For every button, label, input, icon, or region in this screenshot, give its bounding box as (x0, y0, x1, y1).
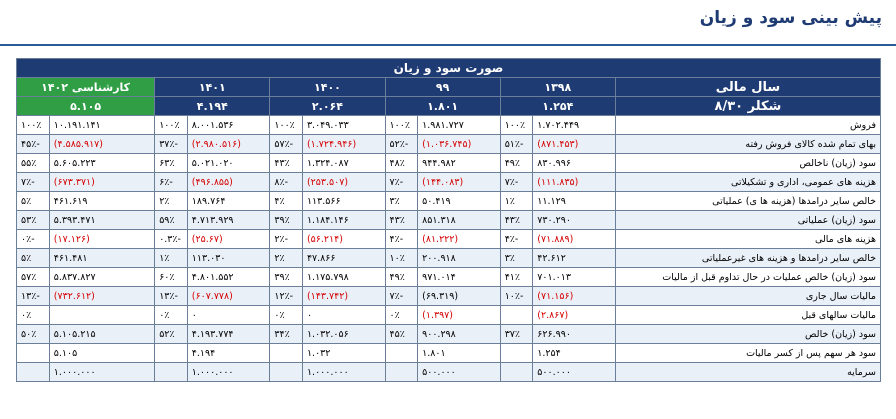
value-cell: ۴۶۱.۶۱۹ (49, 192, 154, 211)
percent-cell (155, 363, 188, 382)
percent-cell (500, 306, 533, 325)
value-cell (49, 306, 154, 325)
value-cell: ۱۱۳.۰۳۰ (187, 249, 270, 268)
table-row (17, 230, 881, 249)
row-label: سرمایه (615, 363, 880, 382)
eps-header: ۴.۱۹۴ (155, 97, 270, 116)
row-label: هزینه های عمومی، اداری و تشکیلاتی (615, 173, 880, 192)
percent-cell: -۴٪ (500, 230, 533, 249)
percent-cell (500, 363, 533, 382)
percent-cell (500, 344, 533, 363)
percent-cell: ۵۹٪ (155, 211, 188, 230)
value-cell: ۷۳۰.۲۹۰ (533, 211, 616, 230)
table-row (17, 211, 881, 230)
title-divider (0, 44, 896, 46)
percent-cell (270, 363, 303, 382)
income-statement-table (16, 58, 881, 382)
value-cell: ۱۱۳.۵۶۶ (302, 192, 385, 211)
value-cell: (۸۱.۲۲۲) (418, 230, 501, 249)
value-cell: (۱.۷۲۴.۹۴۶) (302, 135, 385, 154)
value-cell: ۴۲.۶۱۲ (533, 249, 616, 268)
year-header: ۱۴۰۰ (270, 78, 385, 97)
row-label: بهای تمام شده کالای فروش رفته (615, 135, 880, 154)
percent-cell: -۱۲٪ (270, 287, 303, 306)
value-cell: ۱.۰۳۲ (302, 344, 385, 363)
percent-cell: ۳۷٪ (500, 325, 533, 344)
value-cell: ۳.۰۴۹.۰۳۳ (302, 116, 385, 135)
percent-cell: -۶٪ (155, 173, 188, 192)
value-cell: ۲۰۰.۹۱۸ (418, 249, 501, 268)
percent-cell: ۱۰۰٪ (155, 116, 188, 135)
percent-cell: ۵۷٪ (17, 268, 50, 287)
value-cell: (۲.۹۸۰.۵۱۶) (187, 135, 270, 154)
table-row (17, 268, 881, 287)
row-label: خالص سایر درامدها (هزینه ها ی) عملیاتی (615, 192, 880, 211)
value-cell: (۶۷۳.۳۷۱) (49, 173, 154, 192)
eps-header: ۱.۲۵۴ (500, 97, 615, 116)
value-cell: ۱.۰۰۰.۰۰۰ (187, 363, 270, 382)
value-cell: ۷۰۱.۰۱۳ (533, 268, 616, 287)
percent-cell: ۴۳٪ (385, 211, 418, 230)
value-cell: ۵.۰۲۱.۰۲۰ (187, 154, 270, 173)
percent-cell: ۴۸٪ (385, 154, 418, 173)
row-label: سود (زیان) خالص عملیات در حال تداوم قبل از مالیات (615, 268, 880, 287)
percent-cell: ۱٪ (500, 192, 533, 211)
eps-header-forecast: ۵.۱۰۵ (17, 97, 155, 116)
percent-cell: ۱۰۰٪ (500, 116, 533, 135)
row-label: فروش (615, 116, 880, 135)
percent-cell: ۳۹٪ (270, 211, 303, 230)
percent-cell: -۲٪ (270, 230, 303, 249)
value-cell: ۹۷۱.۰۱۴ (418, 268, 501, 287)
value-cell: (۱۴۴.۰۸۳) (418, 173, 501, 192)
table-row (17, 116, 881, 135)
value-cell: ۹۴۴.۹۸۲ (418, 154, 501, 173)
percent-cell: ۵٪ (17, 192, 50, 211)
percent-cell: ۵۲٪ (155, 325, 188, 344)
value-cell: ۴.۱۹۳.۷۷۴ (187, 325, 270, 344)
percent-cell: ۰٪ (270, 306, 303, 325)
value-cell: (۲۵.۶۷) (187, 230, 270, 249)
page-title: پیش بینی سود و زیان (699, 8, 882, 28)
table-row (17, 249, 881, 268)
value-cell: (۶۰۷.۷۷۸) (187, 287, 270, 306)
percent-cell: ۲٪ (270, 249, 303, 268)
table-row (17, 363, 881, 382)
percent-cell: ۴۵٪ (385, 325, 418, 344)
percent-cell: ۲٪ (155, 192, 188, 211)
percent-cell: ۵٪ (17, 249, 50, 268)
value-cell: ۱.۳۲۴.۰۸۷ (302, 154, 385, 173)
percent-cell: ۰٪ (155, 306, 188, 325)
value-cell: ۵۰۰.۰۰۰ (418, 363, 501, 382)
percent-cell: ۱۰۰٪ (385, 116, 418, 135)
value-cell: ۰ (187, 306, 270, 325)
value-cell: (۱۴۳.۷۴۲) (302, 287, 385, 306)
table-row (17, 287, 881, 306)
value-cell: ۶۲۶.۹۹۰ (533, 325, 616, 344)
percent-cell (385, 344, 418, 363)
percent-cell: ۴۹٪ (385, 268, 418, 287)
percent-cell: ۱۰۰٪ (270, 116, 303, 135)
percent-cell (270, 344, 303, 363)
percent-cell: ۰٪ (385, 306, 418, 325)
value-cell: ۴.۱۹۴ (187, 344, 270, 363)
value-cell: ۵۰۰.۰۰۰ (533, 363, 616, 382)
percent-cell: ۵۵٪ (17, 154, 50, 173)
percent-cell: ۴۳٪ (270, 154, 303, 173)
row-label: سود (زیان) ناخالص (615, 154, 880, 173)
table-row (17, 154, 881, 173)
value-cell: ۰ (302, 306, 385, 325)
table-banner-row (17, 59, 881, 78)
table-row (17, 306, 881, 325)
percent-cell: -۱۳٪ (155, 287, 188, 306)
percent-cell: ۴۳٪ (500, 211, 533, 230)
value-cell: ۸.۰۰۱.۵۳۶ (187, 116, 270, 135)
value-cell: ۹۰۰.۲۹۸ (418, 325, 501, 344)
value-cell: ۱.۹۸۱.۷۲۷ (418, 116, 501, 135)
table-row (17, 173, 881, 192)
value-cell: ۵.۸۳۷.۸۲۷ (49, 268, 154, 287)
percent-cell: ۰٪ (17, 306, 50, 325)
percent-cell: -۷٪ (500, 173, 533, 192)
percent-cell: -۳۷٪ (155, 135, 188, 154)
percent-cell: ۳۴٪ (270, 325, 303, 344)
value-cell: ۵.۱۰۵.۲۱۵ (49, 325, 154, 344)
value-cell: (۴۹۶.۸۵۵) (187, 173, 270, 192)
value-cell: ۱.۱۸۴.۱۴۶ (302, 211, 385, 230)
value-cell: (۱.۰۳۶.۷۴۵) (418, 135, 501, 154)
value-cell: ۵.۳۹۳.۴۷۱ (49, 211, 154, 230)
year-header: ۱۳۹۸ (500, 78, 615, 97)
value-cell: ۴.۸۰۱.۵۵۲ (187, 268, 270, 287)
year-header-forecast: کارشناسی ۱۴۰۲ (17, 78, 155, 97)
row-label: مالیات سال جاری (615, 287, 880, 306)
row-label: سود هر سهم پس از کسر مالیات (615, 344, 880, 363)
value-cell: (۱.۳۹۷) (418, 306, 501, 325)
percent-cell: -۴٪ (385, 230, 418, 249)
percent-cell: -۱۰٪ (500, 287, 533, 306)
percent-cell: -۵۷٪ (270, 135, 303, 154)
value-cell: (۱۷.۱۲۶) (49, 230, 154, 249)
year-header: ۹۹ (385, 78, 500, 97)
value-cell: ۱۰.۱۹۱.۱۴۱ (49, 116, 154, 135)
row-label: مالیات سالهای قبل (615, 306, 880, 325)
percent-cell: -۰٪ (17, 230, 50, 249)
percent-cell: ۱٪ (155, 249, 188, 268)
percent-cell: -۵۲٪ (385, 135, 418, 154)
percent-cell: -۷٪ (17, 173, 50, 192)
value-cell: ۴.۷۱۳.۹۲۹ (187, 211, 270, 230)
value-cell: ۸۳۰.۹۹۶ (533, 154, 616, 173)
row-label: خالص سایر درامدها و هزینه های غیرعملیاتی (615, 249, 880, 268)
percent-cell: ۵۳٪ (17, 211, 50, 230)
value-cell: (۴.۵۸۵.۹۱۷) (49, 135, 154, 154)
percent-cell: ۱۰۰٪ (17, 116, 50, 135)
value-cell: ۱.۷۰۲.۴۴۹ (533, 116, 616, 135)
company-label: شکلر ۸/۳۰ (615, 97, 880, 116)
value-cell: (۷۱.۱۵۶) (533, 287, 616, 306)
value-cell: ۸۵۱.۳۱۸ (418, 211, 501, 230)
table-row (17, 344, 881, 363)
value-cell: ۱.۲۵۴ (533, 344, 616, 363)
percent-cell: -۵۱٪ (500, 135, 533, 154)
percent-cell: -۰.۳٪ (155, 230, 188, 249)
value-cell: ۱.۸۰۱ (418, 344, 501, 363)
percent-cell (17, 344, 50, 363)
value-cell: ۴۷.۸۶۶ (302, 249, 385, 268)
value-cell: ۱۸۹.۷۶۴ (187, 192, 270, 211)
fiscal-year-label: سال مالی (615, 78, 880, 97)
table-row (17, 135, 881, 154)
percent-cell: -۱۳٪ (17, 287, 50, 306)
table-row (17, 192, 881, 211)
value-cell: ۱۱.۱۲۹ (533, 192, 616, 211)
row-label: سود (زیان) خالص (615, 325, 880, 344)
percent-cell (17, 363, 50, 382)
header-eps-row (17, 97, 881, 116)
percent-cell: ۳٪ (500, 249, 533, 268)
row-label: هزینه های مالی (615, 230, 880, 249)
value-cell: (۲.۸۶۷) (533, 306, 616, 325)
percent-cell: -۷٪ (385, 173, 418, 192)
value-cell: ۱.۱۷۵.۷۹۸ (302, 268, 385, 287)
percent-cell: -۴۵٪ (17, 135, 50, 154)
value-cell: ۵.۱۰۵ (49, 344, 154, 363)
value-cell: ۱.۰۳۲.۰۵۶ (302, 325, 385, 344)
percent-cell: ۴٪ (270, 192, 303, 211)
eps-header: ۱.۸۰۱ (385, 97, 500, 116)
header-year-row (17, 78, 881, 97)
percent-cell: ۱۰٪ (385, 249, 418, 268)
percent-cell: ۳٪ (385, 192, 418, 211)
value-cell: (۷۳۲.۶۱۲) (49, 287, 154, 306)
percent-cell: ۳۹٪ (270, 268, 303, 287)
value-cell: (۶۹.۳۱۹) (418, 287, 501, 306)
value-cell: ۴۶۱.۴۸۱ (49, 249, 154, 268)
percent-cell: ۴۱٪ (500, 268, 533, 287)
value-cell: (۲۵۳.۵۰۷) (302, 173, 385, 192)
value-cell: (۸۷۱.۴۵۳) (533, 135, 616, 154)
percent-cell: -۷٪ (385, 287, 418, 306)
percent-cell: -۸٪ (270, 173, 303, 192)
table-banner: صورت سود و زیان (17, 59, 881, 78)
value-cell: ۵۰.۴۱۹ (418, 192, 501, 211)
value-cell: (۱۱۱.۸۳۵) (533, 173, 616, 192)
value-cell: (۷۱.۸۸۹) (533, 230, 616, 249)
table-row (17, 325, 881, 344)
value-cell: ۵.۶۰۵.۲۲۳ (49, 154, 154, 173)
percent-cell: ۶۰٪ (155, 268, 188, 287)
value-cell: ۱.۰۰۰.۰۰۰ (302, 363, 385, 382)
value-cell: (۵۶.۲۱۴) (302, 230, 385, 249)
percent-cell: ۵۰٪ (17, 325, 50, 344)
year-header: ۱۴۰۱ (155, 78, 270, 97)
percent-cell: ۶۳٪ (155, 154, 188, 173)
value-cell: ۱.۰۰۰.۰۰۰ (49, 363, 154, 382)
eps-header: ۲.۰۶۴ (270, 97, 385, 116)
percent-cell (155, 344, 188, 363)
row-label: سود (زیان) عملیاتی (615, 211, 880, 230)
percent-cell: ۴۹٪ (500, 154, 533, 173)
percent-cell (385, 363, 418, 382)
